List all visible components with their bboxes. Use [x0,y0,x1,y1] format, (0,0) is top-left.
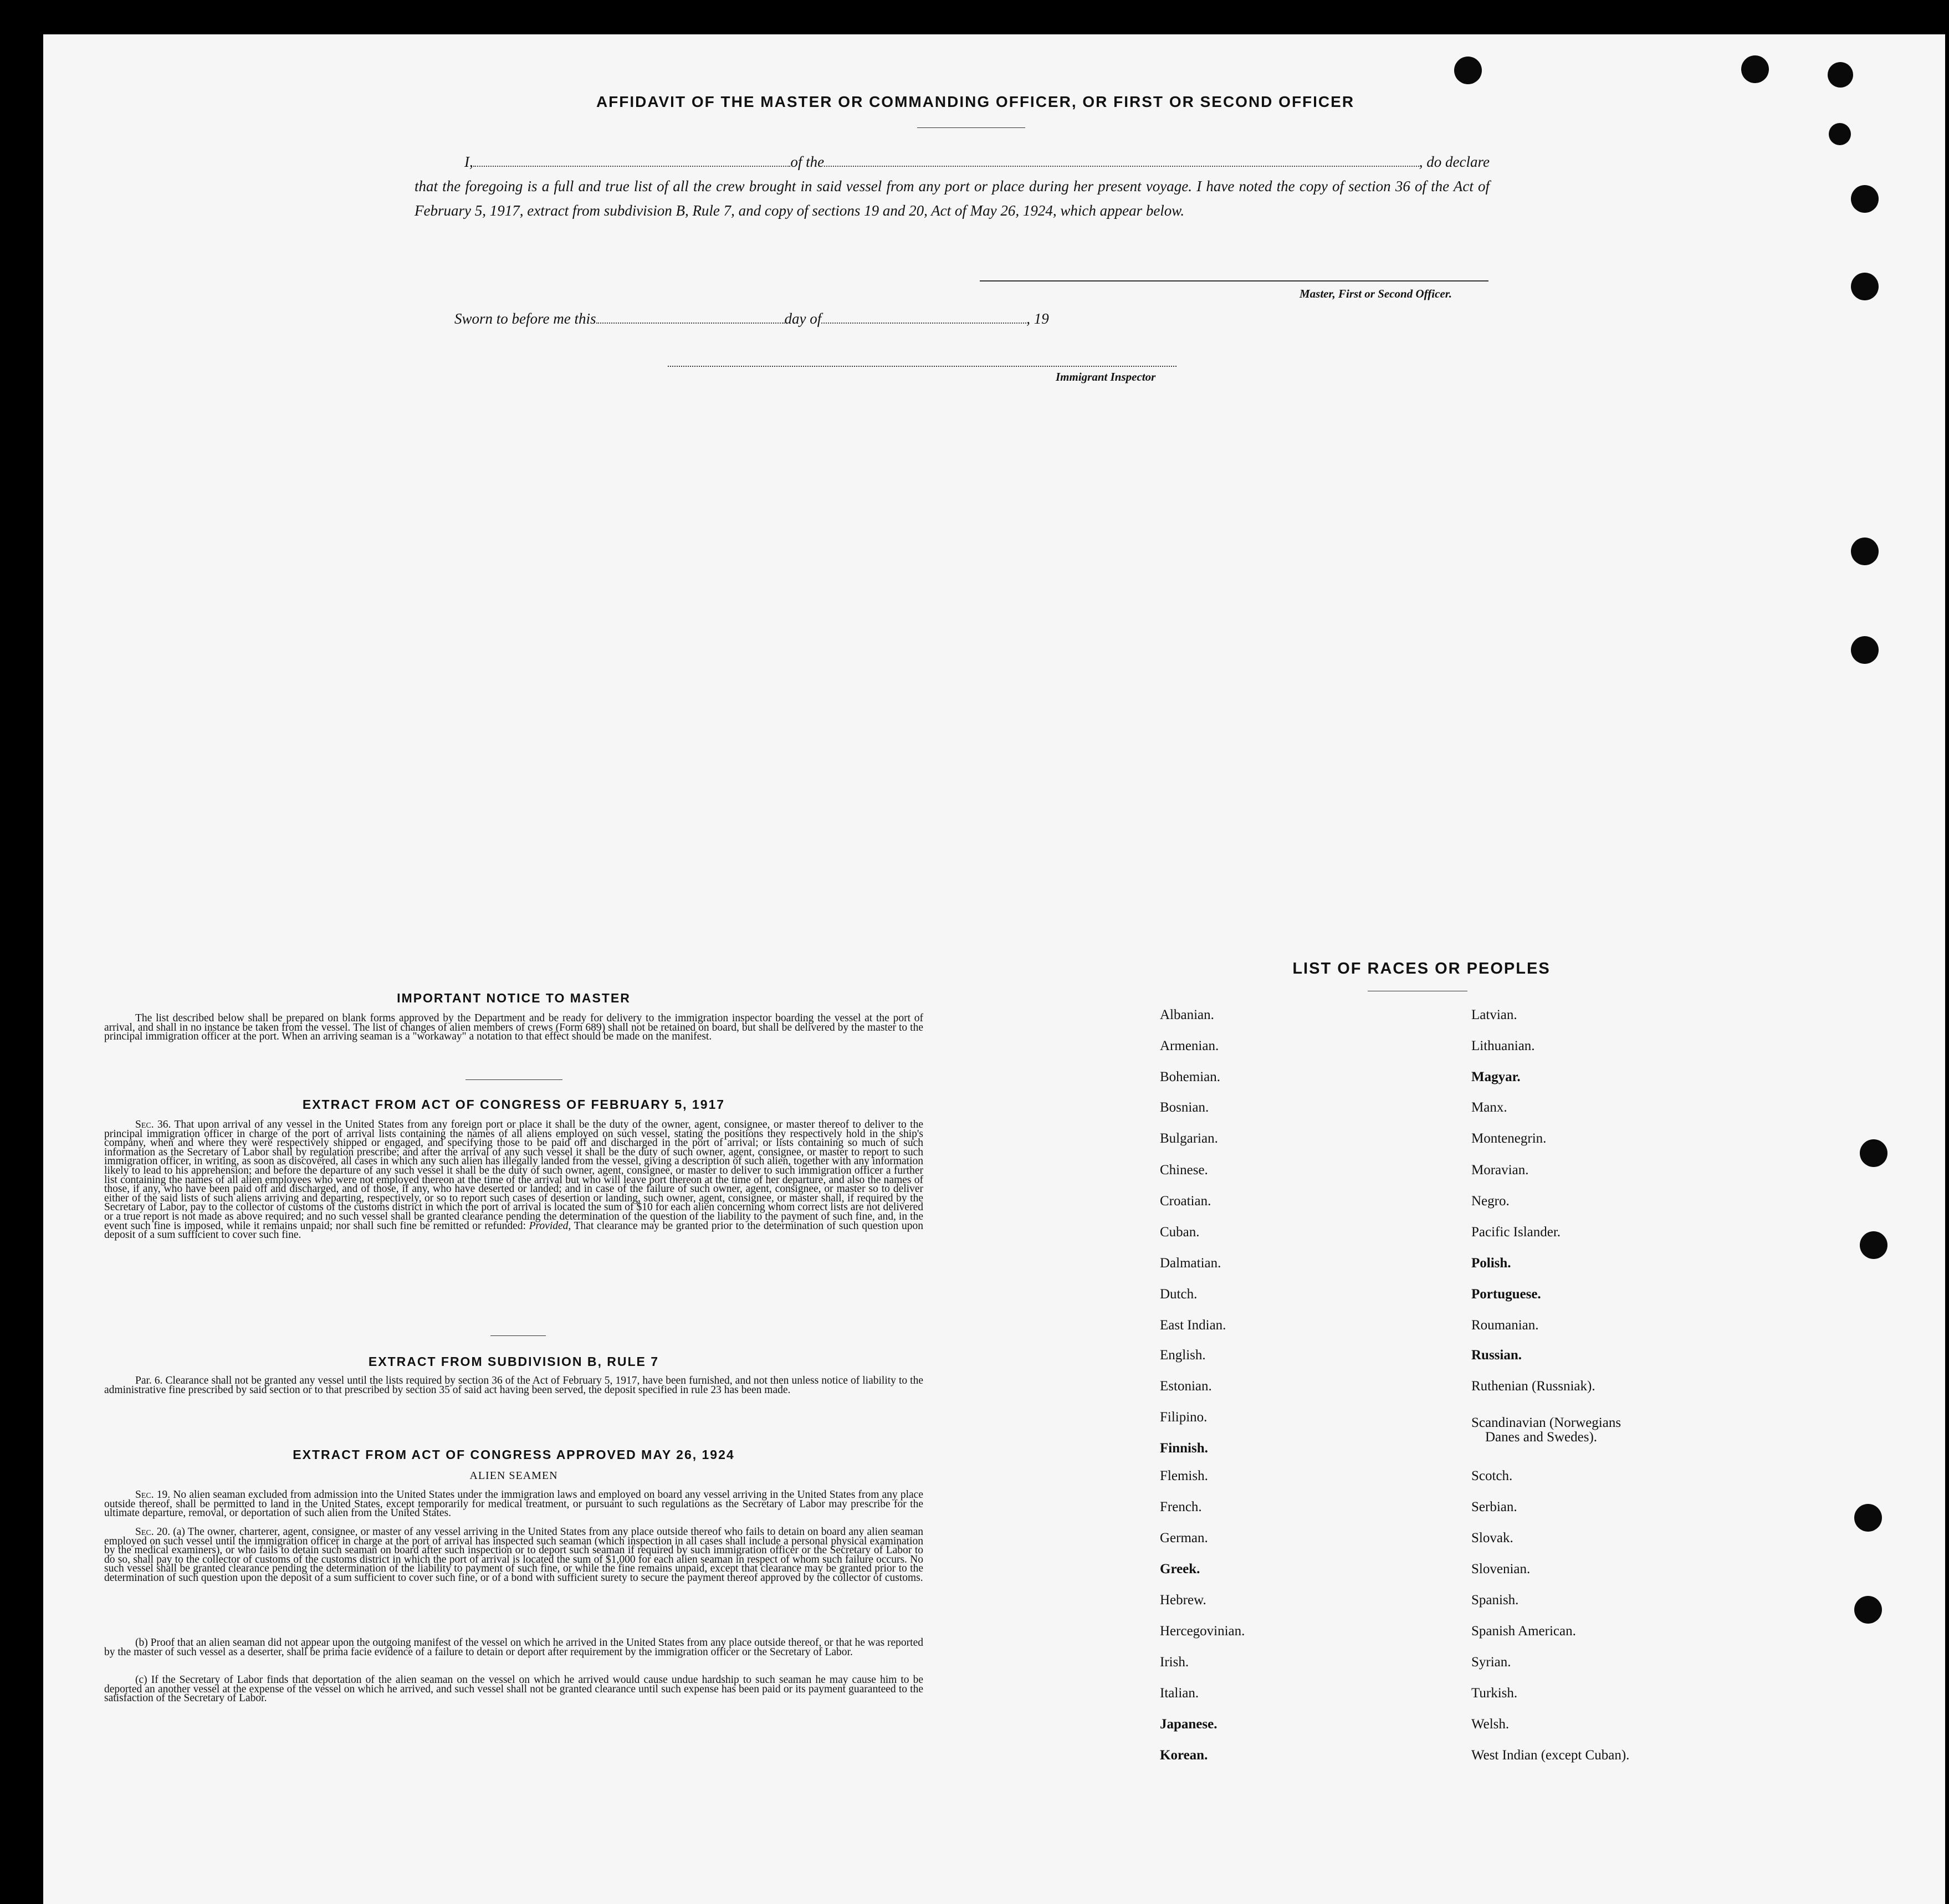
race-item: Irish. [1160,1655,1189,1670]
affidavit-body: that the foregoing is a full and true list of all the crew brought in said vessel from any port or place during her present voyage. I have noted the copy of section 36 of the Act of February 5, 1917, extract from subdivision B, Rule 7, and copy of sections 19 and 20, Act of May 26, 1924, which appear below. [415,178,1490,219]
race-item: Finnish. [1160,1441,1208,1456]
race-item: Japanese. [1160,1717,1218,1732]
punch-hole [1829,123,1851,145]
race-item: Korean. [1160,1748,1208,1763]
punch-hole [1454,57,1482,84]
alien-seamen-subtitle: ALIEN SEAMEN [469,1470,558,1482]
notice-body: The list described below shall be prepared on blank forms approved by the Department and be ready for delivery to the immigration inspector boarding the vessel at the port of arrival, and shall in no instance be taken from the vessel. The list of changes of alien members of crews (Form 689) shall not be retained on board, but shall be delivered by the master to the principal immigration officer at the port. When an arriving seaman is a "workaway" a notation to that effect should be made on the manifest. [104,1012,923,1043]
race-item: Danes and Swedes). [1485,1430,1598,1445]
sec-20b-body: (b) Proof that an alien seaman did not appear upon the outgoing manifest of the vessel on which he arrived in the United States from any place outside thereof, or that he was reported by the master of such vessel as a deserter, shall be prima facie evidence of a failure to detain or deport after requirement by the immigration officer or the Secretary of Labor. [104,1637,923,1658]
master-signature-line[interactable] [980,280,1488,281]
race-item: Chinese. [1160,1163,1208,1178]
race-item: Bohemian. [1160,1069,1221,1084]
race-item: West Indian (except Cuban). [1471,1748,1630,1763]
race-item: Spanish American. [1471,1624,1576,1639]
race-item: Welsh. [1471,1717,1510,1732]
sworn-month-field[interactable] [821,323,1026,324]
race-item: Lithuanian. [1471,1038,1535,1053]
race-item: Moravian. [1471,1163,1529,1178]
sec-19-label: Sec. 19. [135,1489,171,1501]
punch-hole [1860,1231,1887,1259]
notice-title: IMPORTANT NOTICE TO MASTER [397,991,631,1005]
race-item: Spanish. [1471,1593,1519,1608]
sworn-day-label: day of [784,310,822,327]
race-item: Pacific Islander. [1471,1225,1561,1240]
affidavit-title: AFFIDAVIT OF THE MASTER OR COMMANDING OFFICER, OR FIRST OR SECOND OFFICER [596,93,1355,110]
race-item: Slovak. [1471,1531,1513,1545]
race-item: East Indian. [1160,1318,1226,1333]
sworn-year-label: , 19 [1026,310,1049,327]
sworn-prefix: Sworn to before me this [454,310,596,327]
affidavit-i: I, [464,153,473,170]
inspector-label: Immigrant Inspector [1056,370,1156,383]
punch-hole [1851,185,1879,213]
race-item: Filipino. [1160,1410,1208,1425]
race-item: German. [1160,1531,1208,1545]
race-item: Bulgarian. [1160,1131,1218,1146]
race-item: Hercegovinian. [1160,1624,1245,1639]
race-item: Magyar. [1471,1069,1521,1084]
affidavit-of-the: of the [790,153,825,170]
race-item: Scandinavian (Norwegians [1471,1415,1621,1430]
punch-hole [1854,1596,1882,1624]
punch-hole [1851,538,1879,565]
race-item: Scotch. [1471,1468,1513,1483]
race-item: Cuban. [1160,1225,1200,1240]
race-item: Italian. [1160,1686,1199,1701]
punch-hole [1851,636,1879,664]
master-signature-label: Master, First or Second Officer. [1300,287,1452,300]
vessel-name-field[interactable] [824,166,1419,167]
race-item: Albanian. [1160,1007,1214,1022]
section-divider [465,1079,562,1080]
race-item: Portuguese. [1471,1287,1541,1302]
sec-19-body [104,1491,923,1518]
race-item: Bosnian. [1160,1100,1209,1115]
extract-1924-title: EXTRACT FROM ACT OF CONGRESS APPROVED MAY 26, 1924 [293,1447,735,1462]
inspector-signature-line[interactable] [668,366,1176,367]
extract-rule7-body: Par. 6. Clearance shall not be granted any vessel until the lists required by section 36 of the Act of February 5, 1917, have been furnished, and not then unless notice of liability to the administrative fine prescribed by said section or to that prescribed by section 35 of said act having been served, the deposit specified in rule 23 has been made. [104,1375,923,1396]
section-divider [490,1335,546,1336]
sworn-date-field[interactable] [596,323,785,324]
race-item: Russian. [1471,1348,1522,1363]
punch-hole [1741,55,1769,83]
races-title: LIST OF RACES OR PEOPLES [1292,960,1551,977]
punch-hole [1860,1139,1887,1167]
race-item: Armenian. [1160,1038,1219,1053]
sec-36-label: Sec. 36. [135,1119,171,1130]
race-item: Polish. [1471,1256,1511,1271]
sec-20-label: Sec. 20. [135,1526,171,1538]
race-item: Negro. [1471,1194,1510,1209]
provided-clause: Provided, [529,1220,571,1232]
sec-20c-body: (c) If the Secretary of Labor finds that deportation of the alien seaman on the vessel on which he arrived would cause undue hardship to such seaman he may cause him to be deported an another vessel at the expense of the vessel on which he arrived, and such vessel shall not be granted clearance until such expense has been paid or its payment guaranteed to the satisfaction of the Secretary of Labor. [104,1674,923,1705]
race-item: Montenegrin. [1471,1131,1547,1146]
race-item: English. [1160,1348,1206,1363]
punch-hole [1854,1504,1882,1532]
race-item: Serbian. [1471,1499,1517,1514]
sec-19-text: No alien seaman excluded from admission into the United States under the immigration laws and employed on board any vessel arriving in the United States from any place outside thereof, shall be permitted to land in the United States, except temporarily for medical treatment, or pursuant to such regulations as the Secretary of Labor may prescribe for the ultimate departure, removal, or deportation of such alien from the United States. [104,1489,923,1519]
sec-36-text-end: That clearance may be granted prior to the determination of such question upon deposit of a sum sufficient to cover such fine. [104,1220,923,1241]
race-item: Dutch. [1160,1287,1198,1302]
race-item: Manx. [1471,1100,1507,1115]
punch-hole [1828,62,1853,88]
race-item: Latvian. [1471,1007,1517,1022]
race-item: Slovenian. [1471,1562,1531,1577]
extract-1917-body [104,1120,923,1240]
sec-36-text: That upon arrival of any vessel in the United States from any foreign port or place it shall be the duty of the owner, agent, consignee, or master thereof to deliver to the principal immigration officer in charge of the port of arrival lists containing the names of all aliens employed on such vessel, stating the positions they respectively hold in the ship's company, when and where they were respectively shipped or engaged, and specifying those to be paid off and discharged in the port of arrival; or lists containing so much of such information as the Secretary of Labor shall by regulation prescribe; and after the arrival of any such vessel it shall be the duty of such owner, agent, consignee, or master to report to such immigration officer, in writing, as soon as discovered, all cases in which any such alien has illegally landed from the vessel, giving a description of such alien, together with any information likely to lead to his apprehension; and before the departure of any such vessel it shall be the duty of such owner, agent, consignee, or master to deliver to such immigration officer a further list containing the names of all alien employees who were not employed thereon at the time of the arrival but who will leave port thereon at the time of her departure, and also the names of those, if any, who have been paid off and discharged, and of those, if any, who have deserted or landed; and in case of the failure of such owner, agent, consignee, or master so to deliver either of the said lists of such aliens arriving and departing, respectively, or so to report such cases of desertion or landing, such owner, agent, consignee, or master shall, if required by the Secretary of Labor, pay to the collector of customs of the customs district in which the port of arrival is located the sum of $10 for each alien concerning whom correct lists are not delivered or a true report is not made as above required; and no such vessel shall be granted clearance pending the determination of the question of the liability to the payment of such fine, and, in the event such fine is imposed, while it remains unpaid; nor shall such fine be remitted or refunded: [104,1119,923,1232]
race-item: Roumanian. [1471,1318,1539,1333]
race-item: Greek. [1160,1562,1200,1577]
race-item: Croatian. [1160,1194,1211,1209]
race-item: Estonian. [1160,1379,1212,1394]
race-item: Ruthenian (Russniak). [1471,1379,1595,1394]
title-divider [917,127,1025,128]
sec-20a-body [104,1528,923,1583]
extract-1917-title: EXTRACT FROM ACT OF CONGRESS OF FEBRUARY 5, 1917 [302,1097,725,1112]
race-item: Syrian. [1471,1655,1511,1670]
race-item: French. [1160,1499,1202,1514]
race-item: Flemish. [1160,1468,1208,1483]
officer-name-field[interactable] [473,166,791,167]
race-item: Hebrew. [1160,1593,1206,1608]
sec-20a-text: (a) The owner, charterer, agent, consignee, or master of any vessel arriving in the United States from any place outside thereof who fails to detain on board any alien seaman employed on such vessel until the immigration officer in charge at the port of arrival has inspected such seaman (which inspection in all cases shall include a personal physical examination by the medical examiners), or who fails to detain such seaman on board after such inspection or to deport such seaman if required by such immigration officer or the Secretary of Labor to do so, shall pay to the collector of customs of the customs district in which the port of arrival is located the sum of $1,000 for each alien seaman in respect of whom such failure occurs. No such vessel shall be granted clearance pending the determination of the liability to payment of such fine, or while the fine remains unpaid, except that clearance may be granted prior to the determination of such question upon the deposit of a sum sufficient to cover such fine, or of a bond with sufficient surety to secure the payment thereof approved by the collector of customs. [104,1526,924,1584]
sworn-line [454,310,1049,327]
affidavit-statement [415,150,1490,223]
extract-rule7-title: EXTRACT FROM SUBDIVISION B, RULE 7 [368,1354,659,1369]
punch-hole [1851,273,1879,300]
affidavit-declare: , do declare [1419,153,1490,170]
race-item: Turkish. [1471,1686,1518,1701]
race-item: Dalmatian. [1160,1256,1221,1271]
